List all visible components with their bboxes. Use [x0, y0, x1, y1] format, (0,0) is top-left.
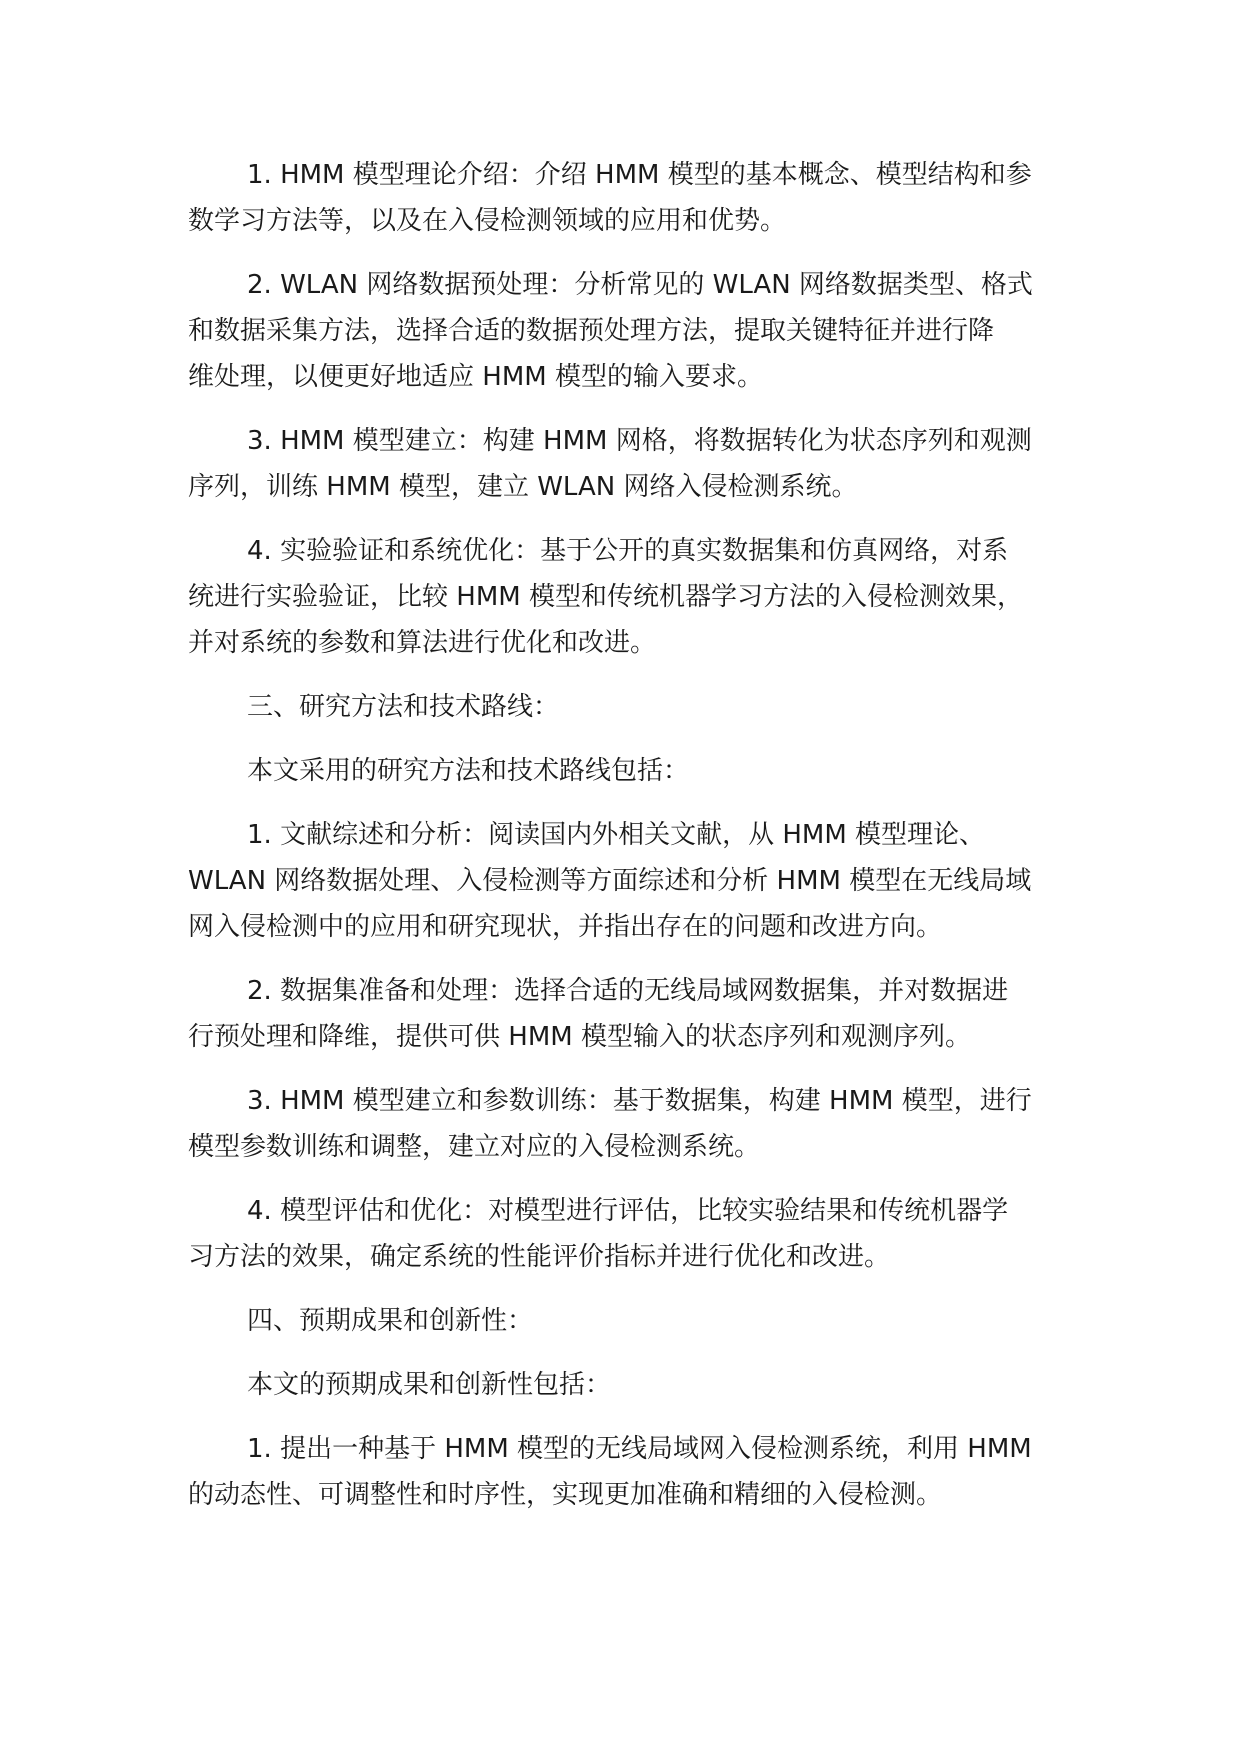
paragraph-experiment-optimization: 4. 实验验证和系统优化：基于公开的真实数据集和仿真网络，对系 统进行实验验证，比较 HMM 模型和传统机器学习方法的入侵检测效果， 并对系统的参数和算法进行优化和改进。	[188, 536, 1023, 658]
paragraph-methods-intro: 本文采用的研究方法和技术路线包括：	[247, 756, 690, 786]
section-heading-outcomes: 四、预期成果和创新性：	[247, 1306, 534, 1336]
paragraph-hmm-build: 3. HMM 模型建立：构建 HMM 网格，将数据转化为状态序列和观测 序列，训练 HMM 模型，建立 WLAN 网络入侵检测系统。	[188, 426, 1032, 502]
section-heading-methods: 三、研究方法和技术路线：	[247, 692, 560, 722]
paragraph-literature-review: 1. 文献综述和分析：阅读国内外相关文献，从 HMM 模型理论、 WLAN 网络数据处理、入侵检测等方面综述和分析 HMM 模型在无线局域 网入侵检测中的应用和研究现状，并指出存在的问题和改进方向。	[188, 820, 1032, 942]
paragraph-dataset-prep: 2. 数据集准备和处理：选择合适的无线局域网数据集，并对数据进 行预处理和降维，提供可供 HMM 模型输入的状态序列和观测序列。	[188, 976, 1009, 1052]
paragraph-outcome-1: 1. 提出一种基于 HMM 模型的无线局域网入侵检测系统，利用 HMM 的动态性、可调整性和时序性，实现更加准确和精细的入侵检测。	[188, 1434, 1032, 1510]
paragraph-outcomes-intro: 本文的预期成果和创新性包括：	[247, 1370, 612, 1400]
paragraph-wlan-preprocessing: 2. WLAN 网络数据预处理：分析常见的 WLAN 网络数据类型、格式 和数据采集方法，选择合适的数据预处理方法，提取关键特征并进行降 维处理，以便更好地适应 HMM 模型的输入要求。	[188, 270, 1033, 392]
paragraph-model-training: 3. HMM 模型建立和参数训练：基于数据集，构建 HMM 模型，进行 模型参数训练和调整，建立对应的入侵检测系统。	[188, 1086, 1032, 1162]
paragraph-hmm-theory: 1. HMM 模型理论介绍：介绍 HMM 模型的基本概念、模型结构和参 数学习方法等，以及在入侵检测领域的应用和优势。	[188, 160, 1032, 236]
paragraph-model-evaluation: 4. 模型评估和优化：对模型进行评估，比较实验结果和传统机器学 习方法的效果，确定系统的性能评价指标并进行优化和改进。	[188, 1196, 1009, 1272]
document-body	[188, 152, 1048, 1536]
